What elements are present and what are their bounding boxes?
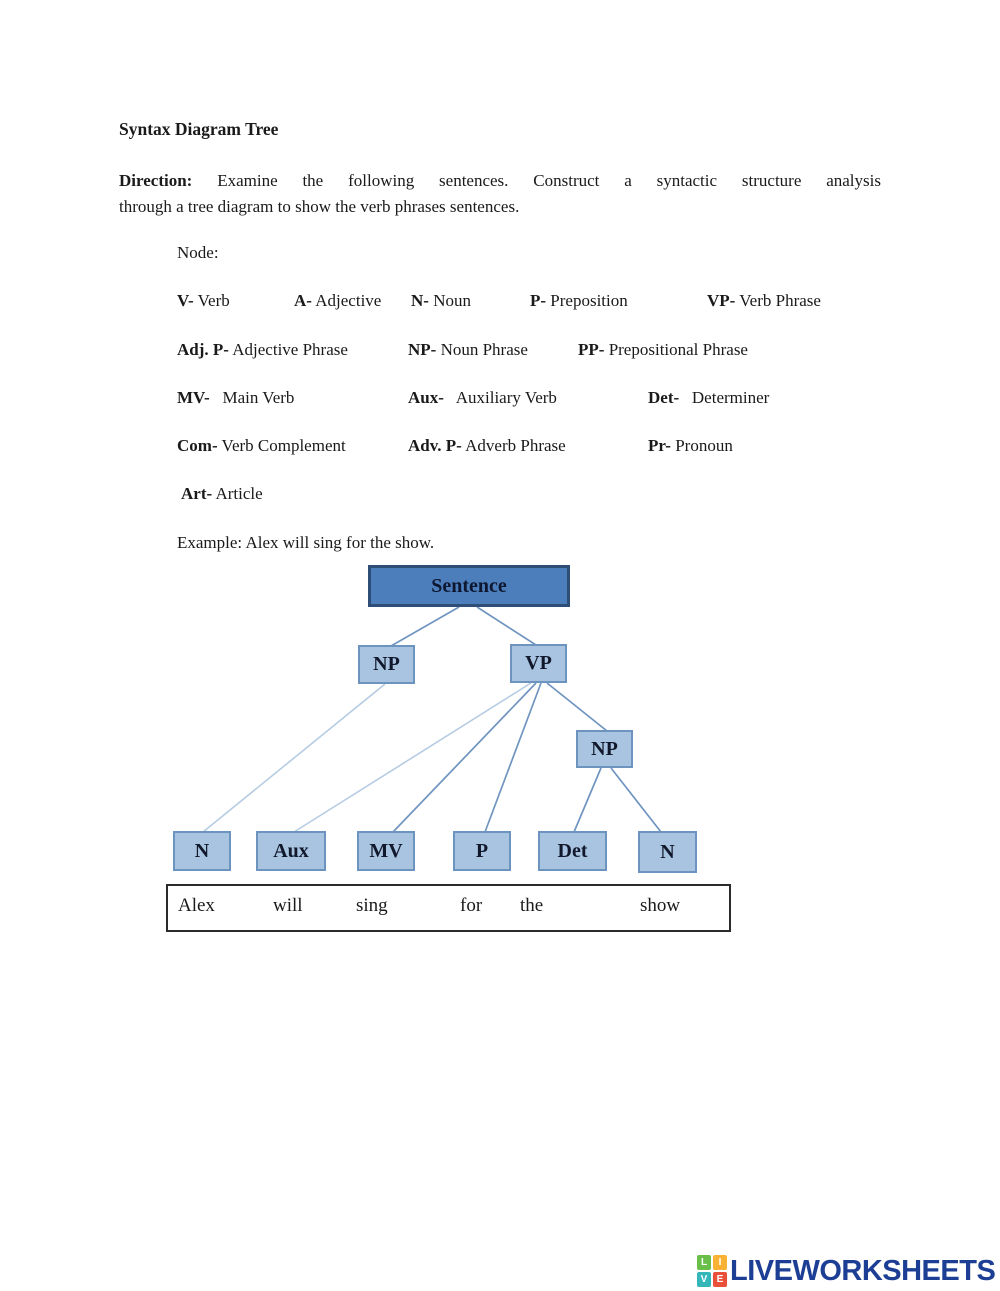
legend-item: A- Adjective [294, 291, 382, 310]
connector-np1-n1 [203, 684, 385, 832]
legend-item: Art- Article [181, 484, 263, 503]
logo-tile-l: L [697, 1255, 711, 1270]
tree-node-vp: VP [510, 644, 567, 683]
tree-node-aux: Aux [256, 831, 326, 871]
direction-label: Direction: [119, 171, 193, 190]
tree-node-mv: MV [357, 831, 415, 871]
example-sentence: Example: Alex will sing for the show. [177, 533, 435, 552]
legend-item: Det- Determiner [648, 388, 770, 407]
legend-item: V- Verb [177, 291, 230, 310]
tree-node-sentence: Sentence [368, 565, 570, 607]
word-for: for [460, 895, 483, 916]
legend-item: NP- Noun Phrase [408, 340, 528, 359]
legend-heading: Node: [177, 243, 219, 262]
direction-line2: through a tree diagram to show the verb phrases sentences. [119, 197, 520, 216]
legend-item: VP- Verb Phrase [707, 291, 821, 310]
legend-item: Adv. P- Adverb Phrase [408, 436, 566, 455]
legend-item: Aux- Auxiliary Verb [408, 388, 557, 407]
connector-vp-np2 [547, 683, 607, 731]
tree-node-np2: NP [576, 730, 633, 768]
tree-node-det: Det [538, 831, 607, 871]
liveworksheets-logo[interactable] [697, 1253, 995, 1289]
connector-np2-n2 [611, 768, 661, 832]
legend-item: PP- Prepositional Phrase [578, 340, 748, 359]
logo-tile-e: E [713, 1272, 727, 1287]
word-show: show [640, 895, 681, 916]
liveworksheets-logo-text: LIVEWORKSHEETS [730, 1255, 996, 1287]
liveworksheets-logo-icon [697, 1255, 727, 1287]
logo-tile-i: I [713, 1255, 727, 1270]
tree-node-n1: N [173, 831, 231, 871]
tree-node-np1: NP [358, 645, 415, 684]
tree-node-p: P [453, 831, 511, 871]
connector-vp-aux [294, 683, 531, 832]
word-alex: Alex [178, 895, 215, 916]
direction-line1: Direction: Examine the following sentences. Construct a syntactic structure analysis [119, 171, 881, 190]
logo-tile-v: V [697, 1272, 711, 1287]
connector-np2-det [574, 768, 601, 832]
word-the: the [520, 895, 544, 916]
legend-item: Pr- Pronoun [648, 436, 733, 455]
tree-node-n2: N [638, 831, 697, 873]
legend-item: N- Noun [411, 291, 471, 310]
page-title: Syntax Diagram Tree [119, 119, 279, 139]
legend-item: Adj. P- Adjective Phrase [177, 340, 348, 359]
connector-vp-p [485, 683, 541, 832]
legend-item: MV- Main Verb [177, 388, 295, 407]
word-will: will [273, 895, 303, 916]
connector-sentence-np1 [391, 607, 459, 646]
legend-item: Com- Verb Complement [177, 436, 346, 455]
legend-item: P- Preposition [530, 291, 628, 310]
connector-sentence-vp [477, 607, 536, 645]
connector-vp-mv [393, 683, 536, 832]
word-sing: sing [356, 895, 388, 916]
